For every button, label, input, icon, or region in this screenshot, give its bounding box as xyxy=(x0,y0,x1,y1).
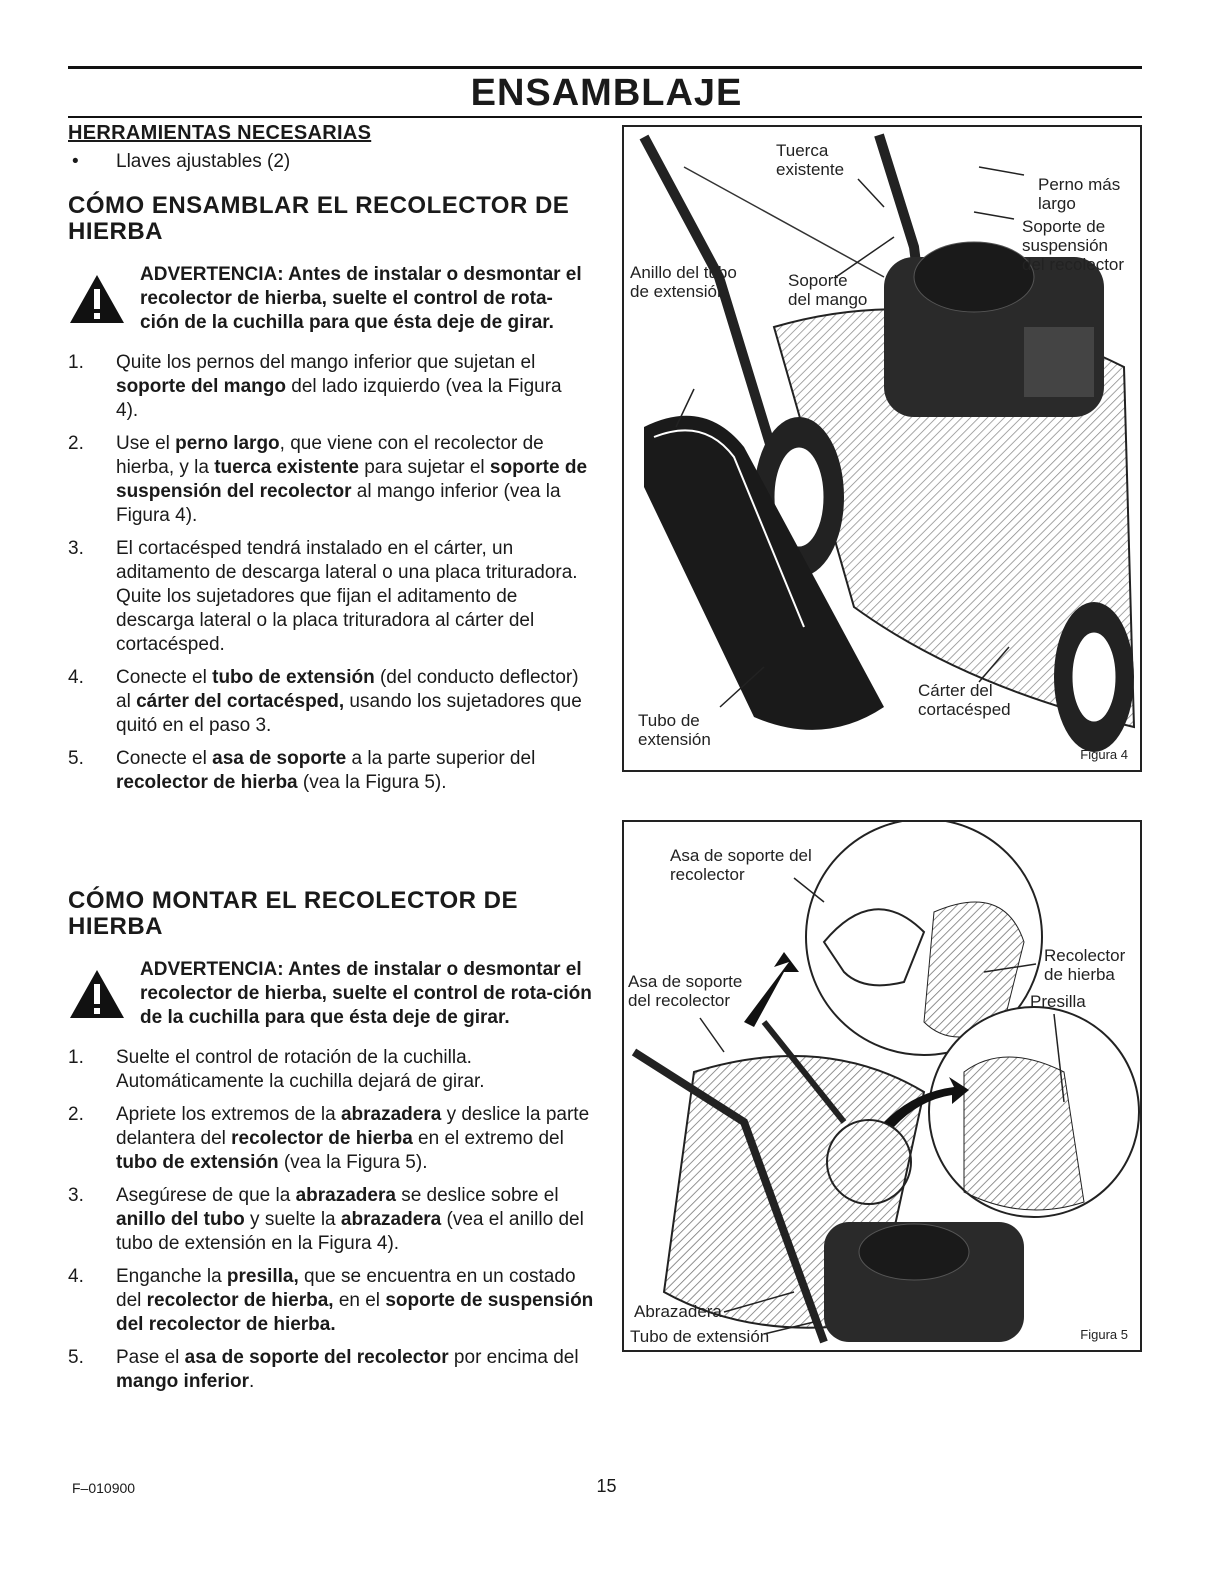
step-text: Conecte el tubo de extensión (del conducto deflector) al cárter del cortacésped, usando los sujetadores que quitó en el paso 3. xyxy=(116,667,582,736)
section1-steps xyxy=(68,351,588,795)
step-number: 5. xyxy=(68,1347,84,1368)
tools-item-text: Llaves ajustables (2) xyxy=(116,151,291,172)
step-item xyxy=(68,747,588,795)
left-column xyxy=(68,122,588,804)
step-number: 3. xyxy=(68,538,84,559)
header-rule-top xyxy=(68,66,1142,69)
section1-heading-line2: HIERBA xyxy=(68,218,164,245)
step-item xyxy=(68,1046,598,1094)
step-text: Suelte el control de rotación de la cuchilla. Automáticamente la cuchilla dejará de girar. xyxy=(116,1047,485,1092)
section2-heading: CÓMO MONTAR EL RECOLECTOR DE HIERBA xyxy=(68,887,519,940)
label-perno-mas-largo: Perno más largo xyxy=(1038,175,1121,213)
warning-triangle-icon xyxy=(68,263,140,335)
step-item xyxy=(68,537,588,657)
step-item xyxy=(68,1346,598,1394)
step-number: 1. xyxy=(68,352,84,373)
step-text: Quite los pernos del mango inferior que sujetan el soporte del mango del lado izquierdo (vea la Figura 4). xyxy=(116,352,562,421)
section1-heading xyxy=(68,193,588,245)
label-asa-soporte-left: Asa de soporte del recolector xyxy=(628,972,743,1010)
step-number: 5. xyxy=(68,748,84,769)
bullet: • xyxy=(72,151,79,172)
section2-warning xyxy=(68,958,598,1030)
section1-warning xyxy=(68,263,588,335)
figure-5 xyxy=(622,820,1142,1352)
figure-4 xyxy=(622,125,1142,772)
step-text: Enganche la presilla, que se encuentra en un costado del recolector de hierba, en el soporte de suspensión del recolector de hierba. xyxy=(116,1266,594,1335)
step-text: Asegúrese de que la abrazadera se deslice sobre el anillo del tubo y suelte la abrazadera (vea el anillo del tubo de extensión en la Figura 4). xyxy=(116,1185,584,1254)
section1-warning-text: ADVERTENCIA: Antes de instalar o desmontar el recolector de hierba, suelte el control de rota-ción de la cuchilla para que ésta deje de girar. xyxy=(140,264,582,333)
figure-5-caption: Figura 5 xyxy=(1080,1327,1128,1342)
step-number: 1. xyxy=(68,1047,84,1068)
label-tubo-extension: Tubo de extensión xyxy=(638,711,711,749)
warning-triangle-icon xyxy=(68,958,140,1030)
header-rule-bottom xyxy=(68,116,1142,118)
figure-4-caption: Figura 4 xyxy=(1080,747,1128,762)
label-recolector-hierba: Recolector de hierba xyxy=(1044,946,1126,984)
section1-heading-line1: CÓMO ENSAMBLAR EL RECOLECTOR DE xyxy=(68,192,570,219)
step-item xyxy=(68,1265,598,1337)
step-number: 2. xyxy=(68,1104,84,1125)
step-item xyxy=(68,351,588,423)
step-number: 2. xyxy=(68,433,84,454)
step-number: 4. xyxy=(68,667,84,688)
label-abrazadera: Abrazadera xyxy=(634,1302,722,1321)
step-text: Conecte el asa de soporte a la parte superior del recolector de hierba (vea la Figura 5). xyxy=(116,748,536,793)
label-soporte-suspension: Soporte de suspensión del recolector xyxy=(1022,217,1125,274)
label-soporte-mango: Soporte del mango xyxy=(788,271,868,309)
label-asa-soporte-top: Asa de soporte del recolector xyxy=(670,846,812,884)
step-item xyxy=(68,1103,598,1175)
label-presilla: Presilla xyxy=(1030,992,1086,1011)
label-carter: Cárter del cortacésped xyxy=(918,681,1011,719)
step-number: 4. xyxy=(68,1266,84,1287)
page-title: ENSAMBLAJE xyxy=(470,72,743,114)
step-text: Use el perno largo, que viene con el recolector de hierba, y la tuerca existente para sujetar el soporte de suspensión del recolector al mango inferior (vea la Figura 4). xyxy=(116,433,588,526)
step-item xyxy=(68,666,588,738)
step-text: El cortacésped tendrá instalado en el cárter, un aditamento de descarga lateral o una placa trituradora. Quite los sujetadores que fijan el aditamento de descarga lateral o la placa trituradora al cárter del cortacésped. xyxy=(116,538,578,655)
page-number: 15 xyxy=(596,1476,617,1496)
step-text: Apriete los extremos de la abrazadera y deslice la parte delantera del recolector de hierba en el extremo del tubo de extensión (vea la Figura 5). xyxy=(116,1104,590,1173)
step-number: 3. xyxy=(68,1185,84,1206)
footer-code: F–010900 xyxy=(72,1480,136,1496)
tools-heading: HERRAMIENTAS NECESARIAS xyxy=(68,122,372,144)
step-text: Pase el asa de soporte del recolector por encima del mango inferior. xyxy=(116,1347,579,1392)
section2 xyxy=(68,888,598,1403)
figure-5-illustration xyxy=(624,822,1140,1350)
section2-steps xyxy=(68,1046,598,1394)
tools-list-item xyxy=(68,151,588,173)
section2-warning-text: ADVERTENCIA: Antes de instalar o desmontar el recolector de hierba, suelte el control de rota-ción de la cuchilla para que ésta deje de girar. xyxy=(140,959,592,1028)
step-item xyxy=(68,432,588,528)
label-tubo-extension: Tubo de extensión xyxy=(630,1327,770,1346)
step-item xyxy=(68,1184,598,1256)
label-anillo-tubo: Anillo del tubo de extensión xyxy=(630,263,737,301)
label-tuerca-existente: Tuerca existente xyxy=(776,141,845,179)
